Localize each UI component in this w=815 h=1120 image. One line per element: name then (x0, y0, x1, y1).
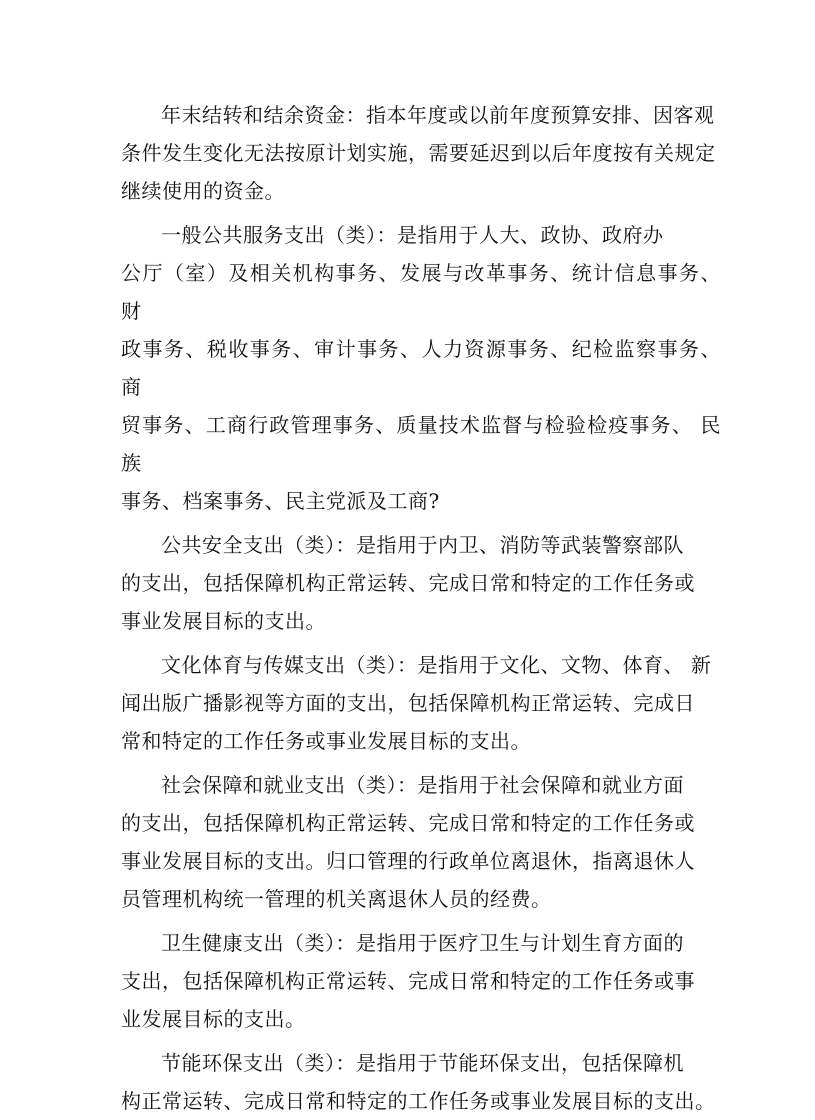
paragraph-line: 业发展目标的支出。 (121, 1007, 306, 1031)
paragraph-line: 事务、档案事务、民主党派及工商? (121, 489, 440, 513)
paragraph-line: 公厅（室）及相关机构事务、发展与改革事务、统计信息事务、 财 (121, 261, 721, 323)
paragraph-line: 公共安全支出（类）：是指用于内卫、消防等武装警察部队 (161, 533, 684, 557)
paragraph-energy-environment (121, 1044, 721, 1120)
paragraph-line: 条件发生变化无法按原计划实施，需要延迟到以后年度按有关规定 (121, 141, 716, 165)
paragraph-line: 支出，包括保障机构正常运转、完成日常和特定的工作任务或事 (121, 969, 695, 993)
paragraph-carryover-funds (121, 96, 721, 210)
paragraph-health (121, 924, 721, 1038)
paragraph-line: 一般公共服务支出（类）：是指用于人大、政协、政府办 (161, 223, 664, 247)
paragraph-line: 继续使用的资金。 (121, 179, 285, 203)
paragraph-line: 节能环保支出（类）：是指用于节能环保支出，包括保障机 (161, 1051, 684, 1075)
paragraph-line: 事业发展目标的支出。归口管理的行政单位离退休，指离退休人 (121, 849, 695, 873)
paragraph-line: 的支出，包括保障机构正常运转、完成日常和特定的工作任务或 (121, 811, 695, 835)
paragraph-line: 年末结转和结余资金：指本年度或以前年度预算安排、因客观 (161, 103, 715, 127)
paragraph-line: 事业发展目标的支出。 (121, 609, 326, 633)
paragraph-line: 闻出版广播影视等方面的支出，包括保障机构正常运转、完成日 (121, 691, 695, 715)
document-body (121, 96, 721, 1120)
paragraph-line: 员管理机构统一管理的机关离退休人员的经费。 (121, 887, 552, 911)
paragraph-line: 社会保障和就业支出（类）：是指用于社会保障和就业方面 (161, 773, 684, 797)
paragraph-line: 常和特定的工作任务或事业发展目标的支出。 (121, 729, 531, 753)
paragraph-social-security-employment (121, 766, 721, 918)
paragraph-line: 的支出，包括保障机构正常运转、完成日常和特定的工作任务或 (121, 571, 695, 595)
paragraph-culture-sports-media (121, 646, 721, 760)
paragraph-line: 文化体育与传媒支出（类）：是指用于文化、文物、体育、 新 (161, 653, 712, 677)
paragraph-line: 构正常运转、完成日常和特定的工作任务或事业发展目标的支出。 (121, 1089, 716, 1113)
paragraph-general-public-services (121, 216, 721, 520)
paragraph-line: 贸事务、工商行政管理事务、质量技术监督与检验检疫事务、 民族 (121, 413, 721, 475)
paragraph-line: 卫生健康支出（类）：是指用于医疗卫生与计划生育方面的 (161, 931, 684, 955)
paragraph-public-security (121, 526, 721, 640)
paragraph-line: 政事务、税收事务、审计事务、人力资源事务、纪检监察事务、 商 (121, 337, 721, 399)
